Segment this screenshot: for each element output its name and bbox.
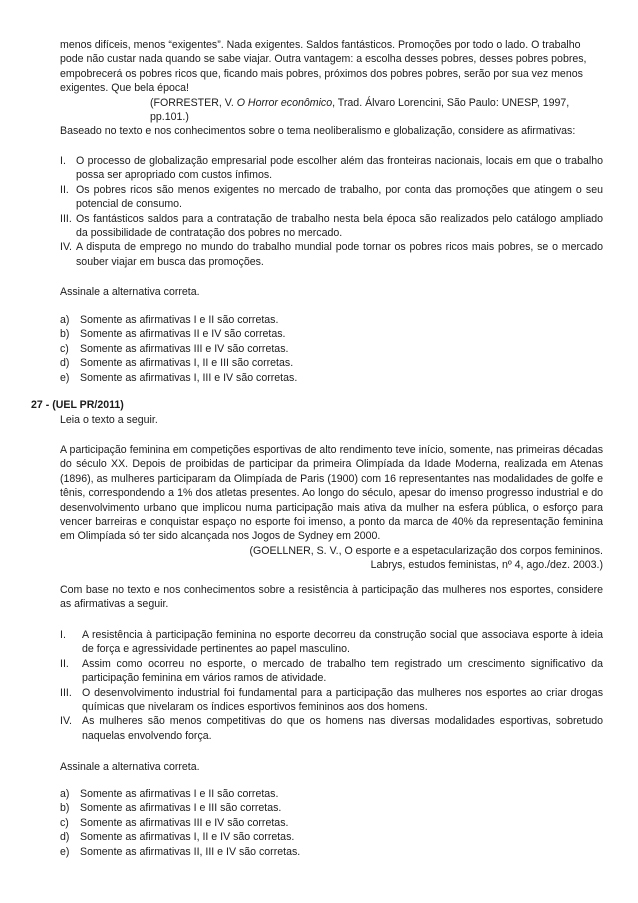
statement-item: IV. A disputa de emprego no mundo do trabalho mundial pode tornar os pobres ricos mais pobres, se o mercado souber viajar em busca das promoções.	[60, 241, 603, 268]
alternative-b[interactable]: b) Somente as afirmativas II e IV são corretas.	[60, 328, 286, 341]
citation-book-title: O Horror econômico	[236, 96, 333, 109]
alternative-d[interactable]: d) Somente as afirmativas I, II e III são corretas.	[60, 357, 294, 370]
passage-line: menos difíceis, menos “exigentes”. Nada exigentes. Saldos fantásticos. Promoções por todo o lado. O trabalho	[60, 39, 581, 51]
statement-item: II. Assim como ocorreu no esporte, o mercado de trabalho tem registrado um crescimento significativo da participação feminina em vários ramos de atividade.	[60, 657, 603, 685]
statement-item: I. O processo de globalização empresarial pode escolher além das fronteiras nacionais, locais em que o trabalho possa ser apropriado com custos ínfimos.	[60, 155, 603, 182]
question-27-intro: Leia o texto a seguir.	[60, 414, 158, 426]
alternative-a[interactable]: a) Somente as afirmativas I e II são corretas.	[60, 788, 279, 800]
alternative-c[interactable]: c) Somente as afirmativas III e IV são corretas.	[60, 342, 289, 355]
passage-citation: (FORRESTER, V. O Horror econômico, Trad. Álvaro Lorencini, São Paulo: UNESP, 1997, pp.101.)	[150, 96, 570, 124]
statement-item: I. A resistência à participação feminina no esporte decorreu da construção social que associava esporte à ideia de força e agressividade pertinentes ao papel masculino.	[60, 629, 603, 656]
question-27-header: 27 - (UEL PR/2011)	[31, 399, 124, 411]
prev-instruction: Assinale a alternativa correta.	[60, 286, 200, 298]
passage-line: pode não custar nada quando se sabe viajar. Outra vantagem: a escolha desses pobres, desses pobres pobres,	[60, 53, 587, 66]
statement-item: II. Os pobres ricos são menos exigentes no mercado de trabalho, por conta das promoções que atingem o seu potencial de consumo.	[60, 183, 603, 211]
alternative-e[interactable]: e) Somente as afirmativas II, III e IV são corretas.	[60, 845, 301, 858]
statement-item: III. O desenvolvimento industrial foi fundamental para a participação das mulheres nos esportes ao criar drogas químicas que nivelaram os índices esportivos femininos aos dos homens.	[60, 686, 603, 714]
passage-citation-line1: (GOELLNER, S. V., O esporte e a espetacularização dos corpos femininos.	[249, 544, 603, 557]
alternative-c[interactable]: c) Somente as afirmativas III e IV são corretas.	[60, 816, 289, 829]
passage-text: A participação feminina em competições esportivas de alto rendimento teve início, somente, nas primeiras décadas do século XX. Depois de proibidas de participar da primeira Olimpíada da Idade Moderna, realizada em Atenas (1896), as mulheres participaram da Olimpíada de Paris (1900) com 16 representantes nas modalidades de golfe e tênis, correspondendo a 1% dos atletas presentes. Ao longo do século, apesar do imenso progresso industrial e do desenvolvimento urbano que implicou numa participação mais ativa da mulher na esfera pública, o esforço para vencer barreiras e conquistar espaço no esporte foi imenso, a ponto da marca de 40% da representação feminina em Olimpíada só ter sido alcançada nos Jogos de Sydney em 2000.	[60, 444, 603, 543]
prev-question-prompt: Baseado no texto e nos conhecimentos sobre o tema neoliberalismo e globalização, considere as afirmativas:	[60, 125, 576, 137]
alternative-d[interactable]: d) Somente as afirmativas I, II e IV são corretas.	[60, 831, 295, 844]
alternative-e[interactable]: e) Somente as afirmativas I, III e IV são corretas.	[60, 371, 298, 384]
prev-alternatives-list	[60, 313, 603, 385]
q27-alternatives-list	[60, 787, 603, 859]
prev-question-passage	[60, 38, 603, 124]
alternative-a[interactable]: a) Somente as afirmativas I e II são corretas.	[60, 314, 279, 326]
alternative-b[interactable]: b) Somente as afirmativas I e III são corretas.	[60, 802, 282, 815]
passage-citation-line2: Labrys, estudos feministas, nº 4, ago./dez. 2003.)	[370, 559, 603, 572]
question-27-passage	[60, 443, 603, 573]
statement-item: IV. As mulheres são menos competitivas do que os homens nas diversas modalidades esportivas, sobretudo naquelas envolvendo força.	[60, 715, 603, 742]
question-27-prompt: Com base no texto e nos conhecimentos sobre a resistência à participação das mulheres nos esportes, considere as afirmativas a seguir.	[60, 584, 603, 611]
passage-line: empobrecerá os pobres ricos que, ficando mais pobres, próximos dos pobres pobres, serão por sua vez menos	[60, 67, 583, 80]
statement-item: III. Os fantásticos saldos para a contratação de trabalho nesta bela época são realizados pelo catálogo ampliado da possibilidade de contratação dos pobres no mercado.	[60, 212, 603, 240]
passage-line: exigentes. Que bela época!	[60, 82, 189, 95]
prev-statements-list	[60, 154, 603, 269]
q27-instruction: Assinale a alternativa correta.	[60, 761, 200, 773]
q27-statements-list	[60, 628, 603, 743]
